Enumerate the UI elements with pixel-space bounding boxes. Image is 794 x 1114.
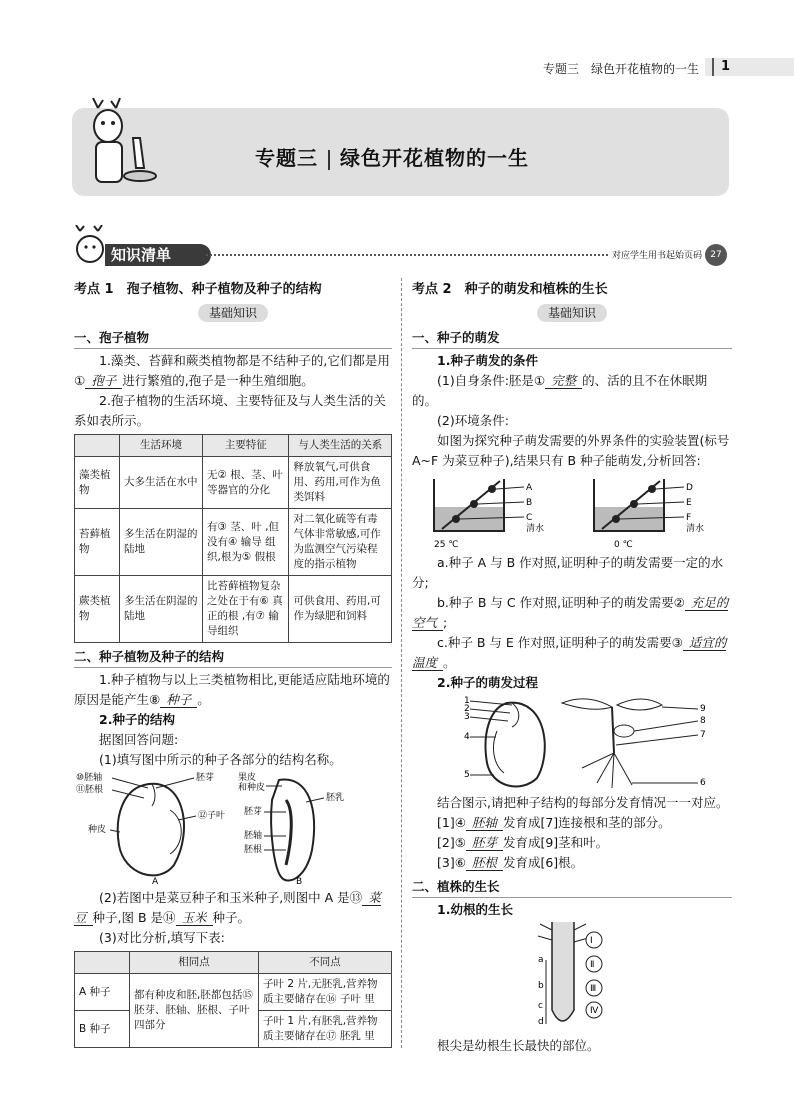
label-5: 5 <box>464 770 470 780</box>
root-tip-figure <box>412 920 732 1036</box>
subheading: 2.种子的结构 <box>99 712 175 727</box>
paragraph: (1)自身条件:胚是① 完整 的、活的且不在休眠期的。 <box>412 373 708 408</box>
label-d-zone: d <box>538 1017 544 1027</box>
basic-knowledge-pill: 基础知识 <box>198 304 268 322</box>
table-row: 藻类植物 大多生活在水中 无② 根、茎、叶 等器官的分化 释放氧气,可供食用、药用,可作为鱼类饵料 <box>75 457 392 509</box>
label-zone-i: Ⅰ <box>590 936 593 946</box>
subheading: 1.幼根的生长 <box>437 902 513 917</box>
label-water-2: 清水 <box>686 524 705 534</box>
paragraph: c.种子 B 与 E 作对照,证明种子的萌发需要③ 适宜的温度 。 <box>412 635 727 670</box>
basic-knowledge-pill: 基础知识 <box>537 304 607 322</box>
paragraph: 据图回答问题: <box>99 732 179 747</box>
answer: 充足的空气 <box>412 595 729 630</box>
label-endosperm: 胚乳 <box>326 793 345 803</box>
label-seed-coat: 种皮 <box>88 825 107 835</box>
label-d: D <box>686 483 693 493</box>
label-2: 2 <box>464 704 470 714</box>
answer: 胚芽 <box>466 835 503 851</box>
label-c: C <box>526 513 533 523</box>
dotted-leader <box>206 254 608 256</box>
subheading: 1.种子萌发的条件 <box>437 353 538 368</box>
reference-note: 对应学生用书起始页码 <box>612 251 703 261</box>
paragraph: 结合图示,请把种子结构的每部分发育情况一一对应。 <box>437 795 729 810</box>
table-row: 蕨类植物 多生活在阴湿的陆地 比苔藓植物复杂之处在于有⑥ 真正的根 ,有⑦ 输导组织 可供食用、药用,可作为绿肥和饲料 <box>75 576 392 643</box>
label-plumule-b: 胚芽 <box>244 807 263 817</box>
answer: 胚根 <box>466 855 503 871</box>
chapter-title <box>255 142 529 171</box>
page-number: 1 <box>721 59 731 74</box>
label-pericarp: 果皮 <box>238 773 257 783</box>
table-header-row: 相同点 不同点 <box>75 952 392 974</box>
label-temp-0: 0 ℃ <box>614 540 633 550</box>
subheading: 2.种子的萌发过程 <box>437 675 538 690</box>
header-strip <box>705 58 794 76</box>
section-heading: 一、种子的萌发 <box>412 328 732 349</box>
title-divider <box>328 150 330 170</box>
answer: 适宜的温度 <box>412 635 727 670</box>
answer: 种子 <box>160 692 197 708</box>
left-column <box>74 280 392 1051</box>
answer: 孢子 <box>85 373 122 389</box>
label-plumule: 胚芽 <box>196 773 215 783</box>
header-divider <box>712 58 714 76</box>
label-zone-iii: Ⅲ <box>590 984 597 994</box>
deer-microscope-icon <box>78 98 168 198</box>
label-axis-b: 胚轴 <box>244 831 263 841</box>
label-3: 3 <box>464 712 470 722</box>
section-heading: 一、孢子植物 <box>74 328 392 349</box>
label-b-zone: b <box>538 981 544 991</box>
paragraph: (2)环境条件: <box>437 413 509 428</box>
paragraph: (2)若图中是菜豆种子和玉米种子,则图中 A 是⑬ 菜豆 种子,图 B 是⑭ 玉米 种子。 <box>74 890 381 925</box>
right-column <box>412 280 732 1056</box>
label-radicle: ⑪胚根 <box>76 785 104 795</box>
label-6: 6 <box>700 778 706 788</box>
paragraph: [3]⑥ 胚根 发育成[6]根。 <box>437 855 584 870</box>
label-b: B <box>526 498 533 508</box>
label-1: 1 <box>464 696 470 706</box>
label-9: 9 <box>700 704 706 714</box>
label-zone-iv: Ⅳ <box>590 1006 599 1016</box>
germination-process-figure <box>412 693 732 793</box>
table-header-row: 生活环境 主要特征 与人类生活的关系 <box>75 435 392 457</box>
germination-experiment-figure <box>412 471 732 553</box>
reference-page-badge: 27 <box>705 244 727 266</box>
label-f: F <box>686 513 692 523</box>
paragraph: [1]④ 胚轴 发育成[7]连接根和茎的部分。 <box>437 815 671 830</box>
label-4: 4 <box>464 732 470 742</box>
paragraph: 1.种子植物与以上三类植物相比,更能适应陆地环境的原因是能产生⑧ 种子 。 <box>74 672 390 707</box>
label-a: A <box>526 483 533 493</box>
section-tag: 知识清单 <box>105 244 211 266</box>
label-water: 清水 <box>526 524 545 534</box>
answer: 胚轴 <box>466 815 503 831</box>
label-cotyledon: ⑫子叶 <box>198 811 226 821</box>
caption-a: A <box>152 877 159 887</box>
table-row: A 种子 都有种皮和胚,胚都包括⑮ 胚芽、胚轴、胚根、子叶 四部分 子叶 2 片,无胚乳,营养物质主要储存在⑯ 子叶 里 <box>75 974 392 1011</box>
paragraph: a.种子 A 与 B 作对照,证明种子的萌发需要一定的水分; <box>412 555 724 590</box>
section-heading: 二、种子植物及种子的结构 <box>74 647 392 668</box>
running-title: 专题三 绿色开花植物的一生 <box>542 62 699 76</box>
paragraph: (1)填写图中所示的种子各部分的结构名称。 <box>99 752 342 767</box>
paragraph: 2.孢子植物的生活环境、主要特征及与人类生活的关系如表所示。 <box>74 393 386 428</box>
paragraph: (3)对比分析,填写下表: <box>99 930 225 945</box>
topic-heading: 考点 2 种子的萌发和植株的生长 <box>412 282 608 297</box>
chapter-name: 绿色开花植物的一生 <box>340 146 529 170</box>
paragraph: 根尖是幼根生长最快的部位。 <box>437 1038 600 1053</box>
label-testa: 和种皮 <box>238 783 266 793</box>
spore-plant-table <box>74 434 392 643</box>
answer: 玉米 <box>176 910 213 926</box>
label-temp-25: 25 ℃ <box>434 540 459 550</box>
table-row: B 种子 子叶 1 片,有胚乳,营养物质主要储存在⑰ 胚乳 里 <box>75 1011 392 1048</box>
caption-b: B <box>296 877 303 887</box>
paragraph: b.种子 B 与 C 作对照,证明种子的萌发需要② 充足的空气 ; <box>412 595 729 630</box>
answer: 菜豆 <box>74 890 381 925</box>
seed-comparison-table <box>74 951 392 1048</box>
label-zone-ii: Ⅱ <box>590 960 595 970</box>
label-radicle-axis: ⑩胚轴 <box>76 773 103 783</box>
label-7: 7 <box>700 730 706 740</box>
answer: 完整 <box>545 373 582 389</box>
topic-heading: 考点 1 孢子植物、种子植物及种子的结构 <box>74 282 322 297</box>
label-radicle-b: 胚根 <box>244 845 263 855</box>
paragraph: 如图为探究种子萌发需要的外界条件的实验装置(标号 A~F 为菜豆种子),结果只有 B 种子能萌发,分析回答: <box>412 433 730 468</box>
label-e: E <box>686 498 692 508</box>
label-c-zone: c <box>538 1001 543 1011</box>
column-divider <box>401 278 402 1048</box>
paragraph: [2]⑤ 胚芽 发育成[9]茎和叶。 <box>437 835 609 850</box>
label-a-zone: a <box>538 955 544 965</box>
seed-structure-figure <box>74 770 392 888</box>
table-row: 苔藓植物 多生活在阴湿的陆地 有③ 茎、叶 ,但没有④ 输导 组织,根为⑤ 假根 对二氧化硫等有毒气体非常敏感,可作为监测空气污染程度的指示植物 <box>75 509 392 576</box>
paragraph: 1.藻类、苔藓和蕨类植物都是不结种子的,它们都是用① 孢子 进行繁殖的,孢子是一种生殖细胞。 <box>74 353 390 388</box>
label-8: 8 <box>700 716 706 726</box>
chapter-number: 专题三 <box>255 146 318 170</box>
section-heading: 二、植株的生长 <box>412 877 732 898</box>
